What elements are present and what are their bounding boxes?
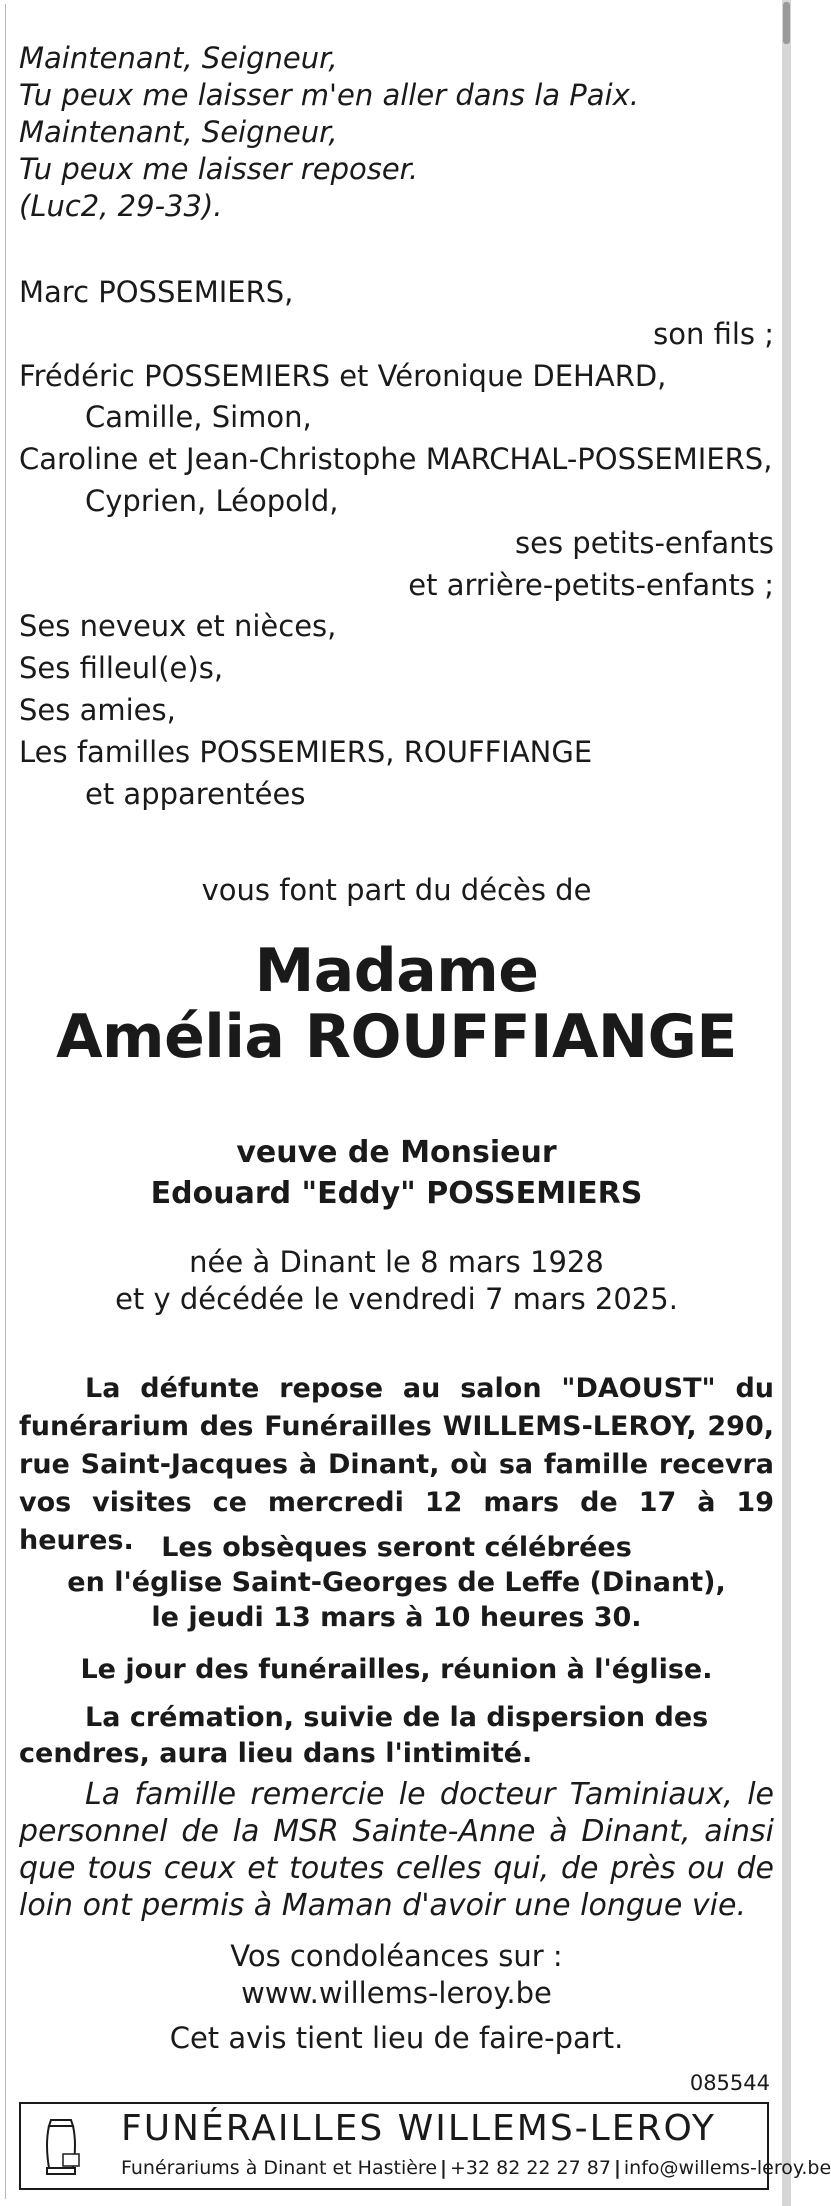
thanks-paragraph: La famille remercie le docteur Taminiaux, le personnel de la MSR Sainte-Anne à Dinant, ainsi que tous ceux et toutes celles qui, de près ou de loin ont permis à Maman d'avoir une longue vie.	[19, 1777, 774, 1923]
poem-line: (Luc2, 29-33).	[19, 189, 223, 223]
funeral-line: Les obsèques seront célébrées	[161, 1532, 632, 1563]
funeral-line: le jeudi 13 mars à 10 heures 30.	[151, 1602, 642, 1633]
meeting-note: Le jour des funérailles, réunion à l'église.	[80, 1654, 713, 1685]
condolences-label: Vos condoléances sur :	[230, 1939, 563, 1973]
poem	[19, 40, 774, 225]
salon-paragraph: La défunte repose au salon "DAOUST" du funérarium des Funérailles WILLEMS-LEROY, 290, rue Saint-Jacques à Dinant, où sa famille recevra vos visites ce mercredi 12 mars de 17 à 19 heures.	[19, 1373, 774, 1556]
cremation-paragraph: La crémation, suivie de la dispersion des cendres, aura lieu dans l'intimité.	[19, 1702, 709, 1769]
son-label: son fils ;	[653, 316, 774, 351]
family-list	[19, 272, 774, 815]
scrollbar-track[interactable]	[782, 0, 791, 2206]
poem-line: Tu peux me laisser reposer.	[19, 152, 419, 186]
condolences-link[interactable]: www.willems-leroy.be	[241, 1976, 552, 2010]
grandchild-line: Frédéric POSSEMIERS et Véronique DEHARD,	[19, 358, 667, 393]
funeral-home-contact	[121, 2154, 831, 2182]
grandchild-line: Caroline et Jean-Christophe MARCHAL-POSSEMIERS,	[19, 442, 773, 477]
widow-of	[19, 1132, 774, 1214]
godchildren-line: Ses filleul(e)s,	[19, 651, 224, 686]
life-dates	[19, 1244, 774, 1318]
deceased-title: Madame	[254, 936, 539, 1006]
grandchildren-label: ses petits-enfants	[515, 525, 774, 560]
reference-number: 085544	[689, 2071, 770, 2095]
funeral-home-name: FUNÉRAILLES WILLEMS-LEROY	[121, 2108, 716, 2149]
announcement: vous font part du décès de	[201, 873, 592, 907]
nieces-line: Ses neveux et nièces,	[19, 609, 337, 644]
urn-icon	[41, 2114, 81, 2180]
email-link[interactable]: info@willems-leroy.be	[623, 2157, 831, 2179]
son-name: Marc POSSEMIERS,	[19, 275, 294, 309]
death-date: et y décédée le vendredi 7 mars 2025.	[115, 1282, 678, 1316]
phone-number[interactable]: +32 82 22 27 87	[449, 2157, 611, 2179]
deceased-name	[19, 938, 774, 1070]
poem-line: Maintenant, Seigneur,	[19, 115, 338, 149]
great-grandchild-line: Cyprien, Léopold,	[85, 483, 339, 518]
separator: |	[440, 2157, 447, 2179]
friends-line: Ses amies,	[19, 692, 176, 727]
poem-line: Tu peux me laisser m'en aller dans la Paix.	[19, 78, 639, 112]
birth-date: née à Dinant le 8 mars 1928	[189, 1245, 604, 1279]
funeral-line: en l'église Saint-Georges de Leffe (Dinant),	[67, 1567, 726, 1598]
great-grandchildren-label: et arrière-petits-enfants ;	[408, 567, 774, 602]
scrollbar-thumb[interactable]	[783, 2, 790, 44]
notice-statement: Cet avis tient lieu de faire-part.	[169, 2021, 624, 2055]
condolences	[19, 1938, 774, 2012]
deceased-fullname: Amélia ROUFFIANGE	[56, 1002, 737, 1072]
related-line: et apparentées	[85, 776, 306, 811]
separator: |	[613, 2157, 621, 2179]
funerariums-text: Funérariums à Dinant et Hastière	[121, 2157, 438, 2179]
widow-line: veuve de Monsieur	[236, 1135, 557, 1170]
poem-line: Maintenant, Seigneur,	[19, 41, 338, 75]
great-grandchild-line: Camille, Simon,	[85, 400, 312, 435]
funeral-home-banner	[19, 2102, 831, 2190]
funeral-service	[19, 1530, 774, 1635]
families-line: Les familles POSSEMIERS, ROUFFIANGE	[19, 734, 593, 769]
widow-line: Edouard "Eddy" POSSEMIERS	[150, 1176, 643, 1211]
